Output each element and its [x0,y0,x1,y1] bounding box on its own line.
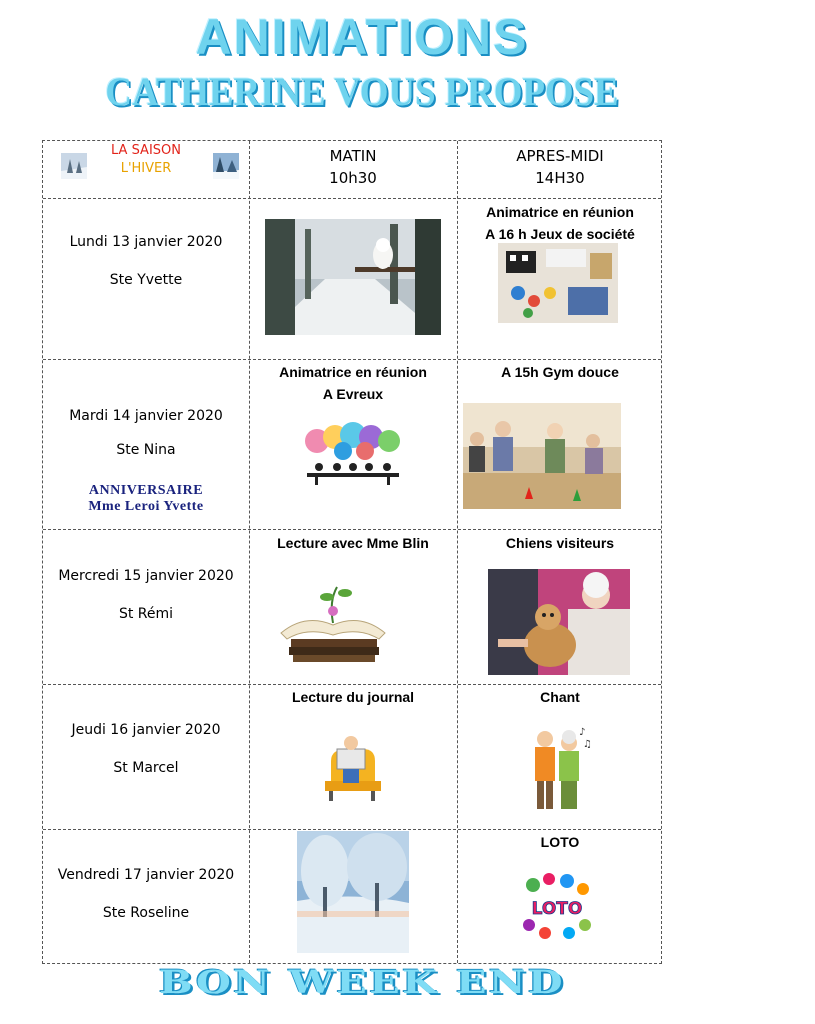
activity-cell-lundi-afternoon [457,201,663,245]
day-cell-mercredi [43,567,249,623]
morning-header [249,145,457,189]
activity-cell-mercredi-morning [249,532,457,554]
activity-title: Chant [540,689,580,705]
poster-subtitle: CATHERINE VOUS PROPOSE [105,69,619,114]
day-date: Mercredi 15 janvier 2020 [58,568,234,584]
anniversary-name: Mme Leroi Yvette [88,499,204,514]
day-saint: Ste Yvette [109,272,183,288]
activity-cell-vendredi-afternoon [457,831,663,853]
row-divider [43,529,661,530]
visiting-dog-photo [488,569,630,675]
loto-balls-illustration [519,871,595,941]
activity-title: Lecture avec Mme Blin [277,535,429,551]
row-divider [43,359,661,360]
season-cell [43,141,249,198]
day-saint: Ste Nina [116,442,176,458]
activity-detail: A 16 h Jeux de société [485,226,635,242]
gentle-gym-photo [463,403,621,509]
day-saint: Ste Roseline [102,905,190,921]
morning-label: MATIN [329,147,377,165]
day-date: Vendredi 17 janvier 2020 [57,867,235,883]
meeting-speech-bubbles-illustration [297,423,409,487]
day-date: Jeudi 16 janvier 2020 [71,722,221,738]
activity-cell-jeudi-morning [249,686,457,708]
winter-thumbnail-right [213,153,239,179]
day-saint: St Rémi [118,606,174,622]
activity-cell-mardi-afternoon [457,361,663,383]
morning-time: 10h30 [329,169,377,187]
activity-cell-mercredi-afternoon [457,532,663,554]
afternoon-header [457,145,663,189]
newspaper-reader-illustration [317,731,387,805]
day-cell-mardi [43,407,249,515]
poster-title: ANIMATIONS [195,9,529,65]
activity-title: Chiens visiteurs [505,535,615,551]
activity-cell-mardi-morning [249,361,457,405]
singing-seniors-illustration [525,725,591,813]
schedule-table [42,140,662,964]
snowy-forest-owl-photo [265,219,441,335]
svg-text:♫: ♫ [583,739,592,750]
day-saint: St Marcel [113,760,179,776]
row-divider [43,198,661,199]
frosty-trees-photo [297,831,409,953]
activity-detail: A Evreux [322,386,384,402]
activity-title: LOTO [540,834,580,850]
activity-title: Lecture du journal [291,689,415,705]
open-book-illustration [275,577,391,663]
day-cell-vendredi [43,866,249,922]
row-divider [43,829,661,830]
season-name: L'HIVER [120,161,172,176]
svg-text:♪: ♪ [579,727,586,738]
row-divider [43,684,661,685]
day-date: Lundi 13 janvier 2020 [69,234,223,250]
footer-message: BON WEEK END [158,963,566,1001]
loto-image-text: LOTO [531,899,583,919]
activity-title: Animatrice en réunion [486,204,634,220]
activity-cell-jeudi-afternoon [457,686,663,708]
day-cell-lundi [43,233,249,289]
day-date: Mardi 14 janvier 2020 [69,408,223,424]
season-label: LA SAISON [111,143,181,158]
anniversary-label: ANNIVERSAIRE [88,483,204,498]
afternoon-time: 14H30 [535,169,585,187]
afternoon-label: APRES-MIDI [516,147,604,165]
board-games-photo [498,243,618,323]
activity-title: Animatrice en réunion [279,364,427,380]
day-cell-jeudi [43,721,249,777]
activity-title: A 15h Gym douce [501,364,619,380]
